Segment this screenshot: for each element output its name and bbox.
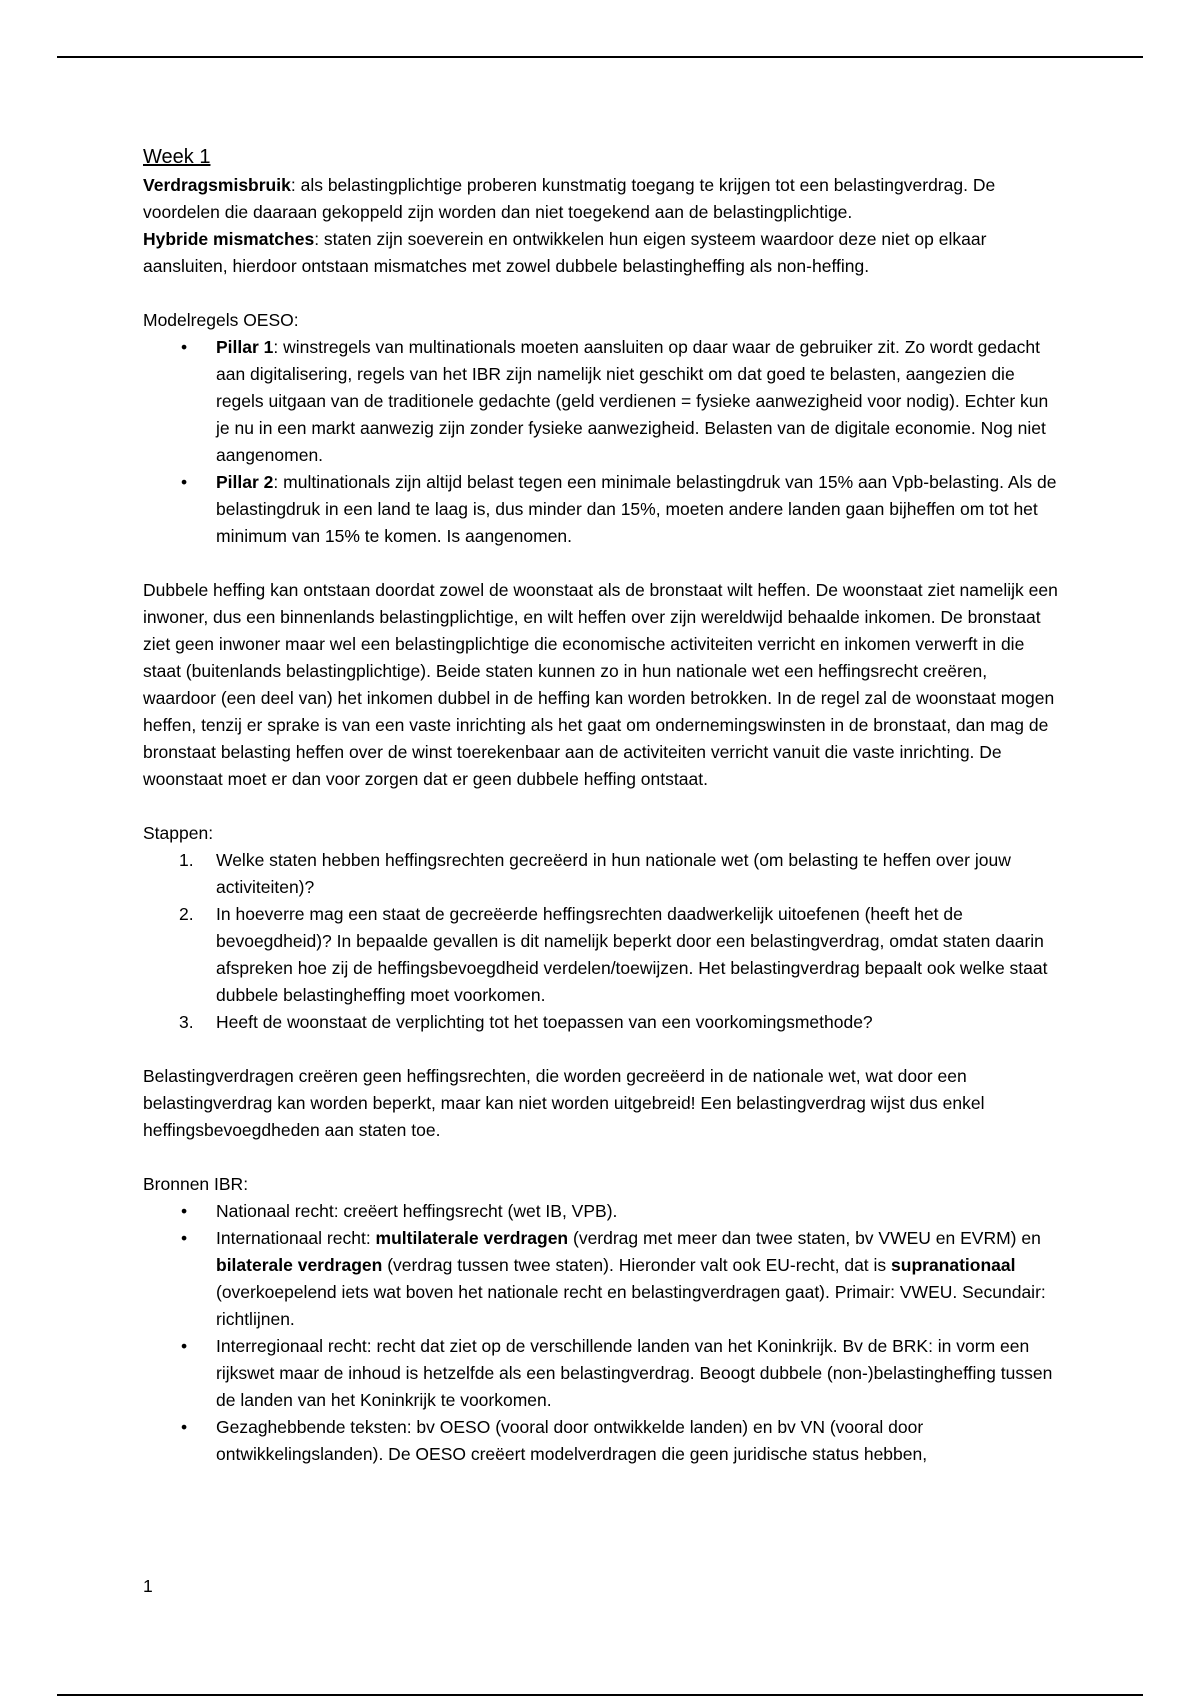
paragraph-verdragsmisbruik: [143, 172, 1063, 226]
list-item-step-3: [143, 1009, 1063, 1036]
footer-rule: [57, 1694, 1143, 1696]
list-item-text: Heeft de woonstaat de verplichting tot het toepassen van een voorkomingsmethode?: [216, 1012, 873, 1032]
list-item-text: (verdrag met meer dan twee staten, bv VWEU en EVRM) en: [568, 1228, 1041, 1248]
term-bilaterale-verdragen: bilaterale verdragen: [216, 1255, 383, 1275]
list-item-step-2: [143, 901, 1063, 1009]
definition-text: : staten zijn soeverein en ontwikkelen hun eigen systeem waardoor deze niet op elkaar aansluiten, hierdoor ontstaan mismatches met zowel dubbele belastingheffing als non-heffing.: [143, 229, 987, 276]
list-item-text: : multinationals zijn altijd belast tegen een minimale belastingdruk van 15% aan Vpb-belasting. Als de belastingdruk in een land te laag is, dus minder dan 15%, moeten andere landen gaan bijheffen om tot het minimum van 15% te komen. Is aangenomen.: [216, 472, 1057, 546]
step-number: 1.: [179, 850, 194, 870]
stappen-label: Stappen:: [143, 823, 214, 843]
paragraph-belastingverdragen: Belastingverdragen creëren geen heffingsrechten, die worden gecreëerd in de nationale wet, wat door een belastingverdrag kan worden beperkt, maar kan niet worden uitgebreid! Een belastingverdrag wijst dus enkel heffingsbevoegdheden aan staten toe.: [143, 1066, 985, 1140]
modelregels-list: [143, 334, 1063, 550]
bronnen-list: [143, 1198, 1063, 1468]
list-item-text: In hoeverre mag een staat de gecreëerde heffingsrechten daadwerkelijk uitoefenen (heeft het de bevoegdheid)? In bepaalde gevallen is dit namelijk beperkt door een belastingverdrag, omdat staten daarin afspreken hoe zij de heffingsbevoegdheid verdelen/toewijzen. Het belastingverdrag bepaalt ook welke staat dubbele belastingheffing moet voorkomen.: [216, 904, 1048, 1005]
paragraph-dubbele-heffing: Dubbele heffing kan ontstaan doordat zowel de woonstaat als de bronstaat wilt heffen. De woonstaat ziet namelijk een inwoner, dus een binnenlands belastingplichtige, en wilt heffen over zijn wereldwijd behaalde inkomen. De bronstaat ziet geen inwoner maar wel een belastingplichtige die economische activiteiten verricht en inkomen verwerft in die staat (buitenlands belastingplichtige). Beide staten kunnen zo in hun nationale wet een heffingsrecht creëren, waardoor (een deel van) het inkomen dubbel in de heffing kan worden betrokken. In de regel zal de woonstaat mogen heffen, tenzij er sprake is van een vaste inrichting als het gaat om ondernemingswinsten in de bronstaat, dan mag de bronstaat belasting heffen over de winst toerekenbaar aan de activiteiten verricht vanuit die vaste inrichting. De woonstaat moet er dan voor zorgen dat er geen dubbele heffing ontstaat.: [143, 580, 1058, 789]
list-item-text: : winstregels van multinationals moeten aansluiten op daar waar de gebruiker zit. Zo wordt gedacht aan digitalisering, regels van het IBR zijn namelijk niet geschikt om dat goed te belasten, aangezien die regels uitgaan van de traditionele gedachte (geld verdienen = fysieke aanwezigheid voor nodig). Echter kun je nu in een markt aanwezig zijn zonder fysieke aanwezigheid. Belasten van de digitale economie. Nog niet aangenomen.: [216, 337, 1049, 465]
term-pillar-1: Pillar 1: [216, 337, 274, 357]
term-pillar-2: Pillar 2: [216, 472, 274, 492]
list-item-text: (overkoepelend iets wat boven het nationale recht en belastingverdragen gaat). Primair: VWEU. Secundair: richtlijnen.: [216, 1282, 1046, 1329]
definition-text: : als belastingplichtige proberen kunstmatig toegang te krijgen tot een belastingverdrag. De voordelen die daaraan gekoppeld zijn worden dan niet toegekend aan de belastingplichtige.: [143, 175, 996, 222]
list-item-internationaal-recht: [143, 1225, 1063, 1333]
document-body: [143, 142, 1063, 1468]
term-hybride-mismatches: Hybride mismatches: [143, 229, 315, 249]
modelregels-label: Modelregels OESO:: [143, 310, 299, 330]
section-heading: Week 1: [143, 146, 211, 168]
stappen-list: [143, 847, 1063, 1036]
list-item-interregionaal-recht: • Interregionaal recht: recht dat ziet op de verschillende landen van het Koninkrijk. Bv de BRK: in vorm een rijkswet maar de inhoud is hetzelfde als een belastingverdrag. Beoogt dubbele (non-)belastingheffing tussen de landen van het Koninkrijk te voorkomen.: [143, 1333, 1063, 1414]
paragraph-hybride-mismatches: [143, 226, 1063, 280]
list-item-gezaghebbende-teksten: • Gezaghebbende teksten: bv OESO (vooral door ontwikkelde landen) en bv VN (vooral door ontwikkelingslanden). De OESO creëert modelverdragen die geen juridische status hebben,: [143, 1414, 1063, 1468]
step-number: 3.: [179, 1012, 194, 1032]
list-item-text: Internationaal recht:: [216, 1228, 376, 1248]
term-supranationaal: supranationaal: [891, 1255, 1016, 1275]
list-item-nationaal-recht: • Nationaal recht: creëert heffingsrecht (wet IB, VPB).: [143, 1198, 1063, 1225]
list-item-text: (verdrag tussen twee staten). Hieronder valt ook EU-recht, dat is: [382, 1255, 892, 1275]
list-item-text: Welke staten hebben heffingsrechten gecreëerd in hun nationale wet (om belasting te heffen over jouw activiteiten)?: [216, 850, 1011, 897]
list-item-step-1: [143, 847, 1063, 901]
page-number: 1: [143, 1576, 153, 1596]
term-verdragsmisbruik: Verdragsmisbruik: [143, 175, 291, 195]
step-number: 2.: [179, 904, 194, 924]
header-rule: [57, 56, 1143, 58]
list-item-pillar-1: [143, 334, 1063, 469]
bronnen-label: Bronnen IBR:: [143, 1174, 249, 1194]
term-multilaterale-verdragen: multilaterale verdragen: [375, 1228, 569, 1248]
list-item-pillar-2: [143, 469, 1063, 550]
